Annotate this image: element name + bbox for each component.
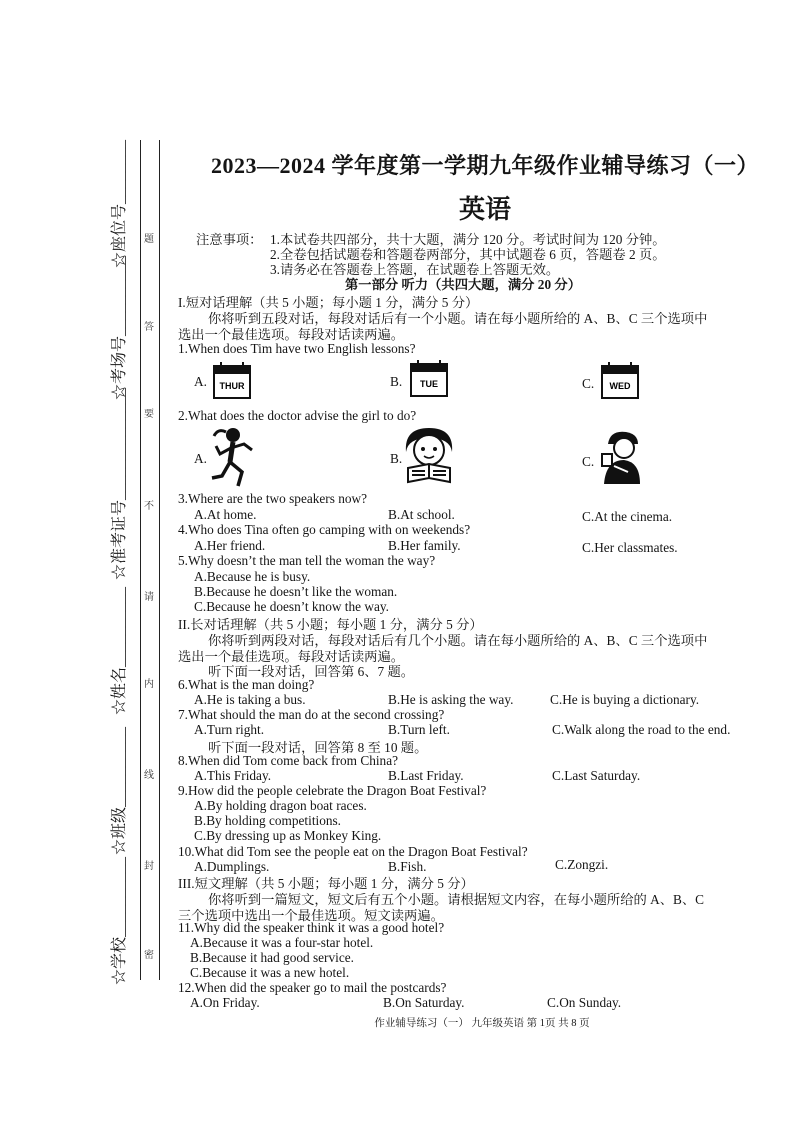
seal-char: 题 (144, 234, 154, 245)
question-7: 7.What should the man do at the second crossing? (178, 707, 445, 722)
option[interactable]: A.Her friend. (194, 538, 266, 553)
option[interactable]: B.At school. (388, 507, 455, 522)
page-footer: 作业辅导练习（一） 九年级英语 第 1页 共 8 页 (374, 1018, 590, 1029)
seal-char: 要 (144, 409, 154, 420)
girl-reading-icon (400, 424, 458, 486)
section-instruction: 你将听到两段对话，每段对话后有几个小题。请在每小题所给的 A、B、C 三个选项中 (208, 633, 708, 648)
seal-char: 内 (144, 679, 154, 690)
option[interactable]: A.Because he is busy. (194, 569, 311, 584)
option-label[interactable]: B. (390, 374, 403, 389)
option[interactable]: C.On Sunday. (547, 995, 622, 1010)
seal-char: 封 (144, 861, 154, 872)
calendar-day-label: WED (609, 381, 631, 391)
option[interactable]: C.Zongzi. (555, 857, 609, 872)
question-12: 12.When did the speaker go to mail the postcards? (178, 980, 447, 995)
binding-line-inner (159, 140, 160, 980)
name-field[interactable]: ☆姓名__________ (111, 586, 128, 715)
question-11: 11.Why did the speaker think it was a good hotel? (178, 920, 445, 935)
question-5: 5.Why doesn’t the man tell the woman the way? (178, 553, 436, 568)
note-item: 3.请务必在答题卷上答题，在试题卷上答题无效。 (270, 262, 560, 277)
seal-char: 不 (144, 501, 154, 512)
calendar-day-label: TUE (420, 379, 438, 389)
section-heading: III.短文理解（共 5 小题；每小题 1 分，满分 5 分） (178, 876, 474, 891)
seal-char: 请 (144, 592, 154, 603)
option[interactable]: C.Because it was a new hotel. (190, 965, 350, 980)
binding-line-outer (140, 140, 141, 980)
calendar-wed-icon (596, 360, 642, 402)
admission-number-field[interactable]: ☆准考证号______________ (111, 387, 128, 580)
option-label[interactable]: C. (582, 376, 595, 391)
option[interactable]: A.At home. (194, 507, 257, 522)
option[interactable]: B.On Saturday. (383, 995, 465, 1010)
option[interactable]: A.He is taking a bus. (194, 692, 306, 707)
option[interactable]: A.Turn right. (194, 722, 265, 737)
page-title: 2023—2024 学年度第一学期九年级作业辅导练习（一） (210, 153, 759, 178)
option[interactable]: B.Fish. (388, 859, 427, 874)
option[interactable]: C.Because he doesn’t know the way. (194, 599, 389, 614)
seat-number-field[interactable]: ☆座位号________ (111, 139, 128, 268)
question-9: 9.How did the people celebrate the Dragon Boat Festival? (178, 783, 487, 798)
option[interactable]: B.Her family. (388, 538, 461, 553)
option[interactable]: C.By dressing up as Monkey King. (194, 828, 382, 843)
option[interactable]: A.This Friday. (194, 768, 272, 783)
running-girl-icon (208, 424, 258, 490)
calendar-tue-icon (405, 358, 451, 400)
class-field[interactable]: ☆班级__________ (111, 726, 128, 855)
option-label[interactable]: B. (390, 451, 403, 466)
seal-char: 密 (144, 950, 154, 961)
section-instruction: 选出一个最佳选项。每段对话读两遍。 (178, 327, 405, 342)
subject-title: 英语 (458, 195, 511, 225)
option[interactable]: A.Because it was a four-star hotel. (190, 935, 374, 950)
option[interactable]: C.At the cinema. (582, 509, 673, 524)
seal-char: 线 (144, 770, 154, 781)
option[interactable]: B.By holding competitions. (194, 813, 342, 828)
question-8: 8.When did Tom come back from China? (178, 753, 399, 768)
option[interactable]: A.Dumplings. (194, 859, 270, 874)
option-label[interactable]: A. (194, 451, 207, 466)
question-10: 10.What did Tom see the people eat on the Dragon Boat Festival? (178, 844, 528, 859)
listening-prompt: 听下面一段对话，回答第 8 至 10 题。 (208, 740, 428, 755)
option[interactable]: B.Because it had good service. (190, 950, 354, 965)
section-instruction: 你将听到五段对话，每段对话后有一个小题。请在每小题所给的 A、B、C 三个选项中 (208, 311, 708, 326)
calendar-thur-icon (208, 360, 254, 402)
question-1: 1.When does Tim have two English lessons? (178, 341, 416, 356)
option[interactable]: C.Walk along the road to the end. (552, 722, 731, 737)
note-item: 1.本试卷共四部分，共十大题，满分 120 分。考试时间为 120 分钟。 (270, 232, 666, 247)
note-item: 2.全卷包括试题卷和答题卷两部分，其中试题卷 6 页，答题卷 2 页。 (270, 247, 666, 262)
section-instruction: 三个选项中选出一个最佳选项。短文读两遍。 (178, 908, 444, 923)
question-6: 6.What is the man doing? (178, 677, 315, 692)
part-heading: 第一部分 听力（共四大题，满分 20 分） (345, 277, 582, 292)
calendar-day-label: THUR (219, 381, 245, 391)
option[interactable]: B.Turn left. (388, 722, 450, 737)
section-heading: I.短对话理解（共 5 小题；每小题 1 分，满分 5 分） (178, 295, 479, 310)
question-3: 3.Where are the two speakers now? (178, 491, 368, 506)
option[interactable]: B.He is asking the way. (388, 692, 514, 707)
option[interactable]: A.On Friday. (190, 995, 260, 1010)
section-instruction: 选出一个最佳选项。每段对话读两遍。 (178, 649, 405, 664)
option-label[interactable]: C. (582, 454, 595, 469)
option[interactable]: B.Last Friday. (388, 768, 464, 783)
option[interactable]: C.He is buying a dictionary. (550, 692, 700, 707)
exam-room-field[interactable]: ☆考场号__________ (111, 255, 128, 400)
section-heading: II.长对话理解（共 5 小题；每小题 1 分，满分 5 分） (178, 617, 483, 632)
option[interactable]: A.By holding dragon boat races. (194, 798, 367, 813)
question-4: 4.Who does Tina often go camping with on weekends? (178, 522, 471, 537)
question-2: 2.What does the doctor advise the girl to do? (178, 408, 417, 423)
option[interactable]: C.Last Saturday. (552, 768, 641, 783)
option[interactable]: C.Her classmates. (582, 540, 678, 555)
section-instruction: 你将听到一篇短文，短文后有五个小题。请根据短文内容，在每小题所给的 A、B、C (208, 892, 705, 907)
person-watching-icon (598, 428, 644, 486)
option-label[interactable]: A. (194, 374, 207, 389)
option[interactable]: B.Because he doesn’t like the woman. (194, 584, 398, 599)
seal-char: 答 (144, 322, 154, 333)
notes-label: 注意事项： (196, 232, 263, 247)
listening-prompt: 听下面一段对话，回答第 6、7 题。 (208, 664, 415, 679)
school-field[interactable]: ☆学校__________ (111, 856, 128, 985)
